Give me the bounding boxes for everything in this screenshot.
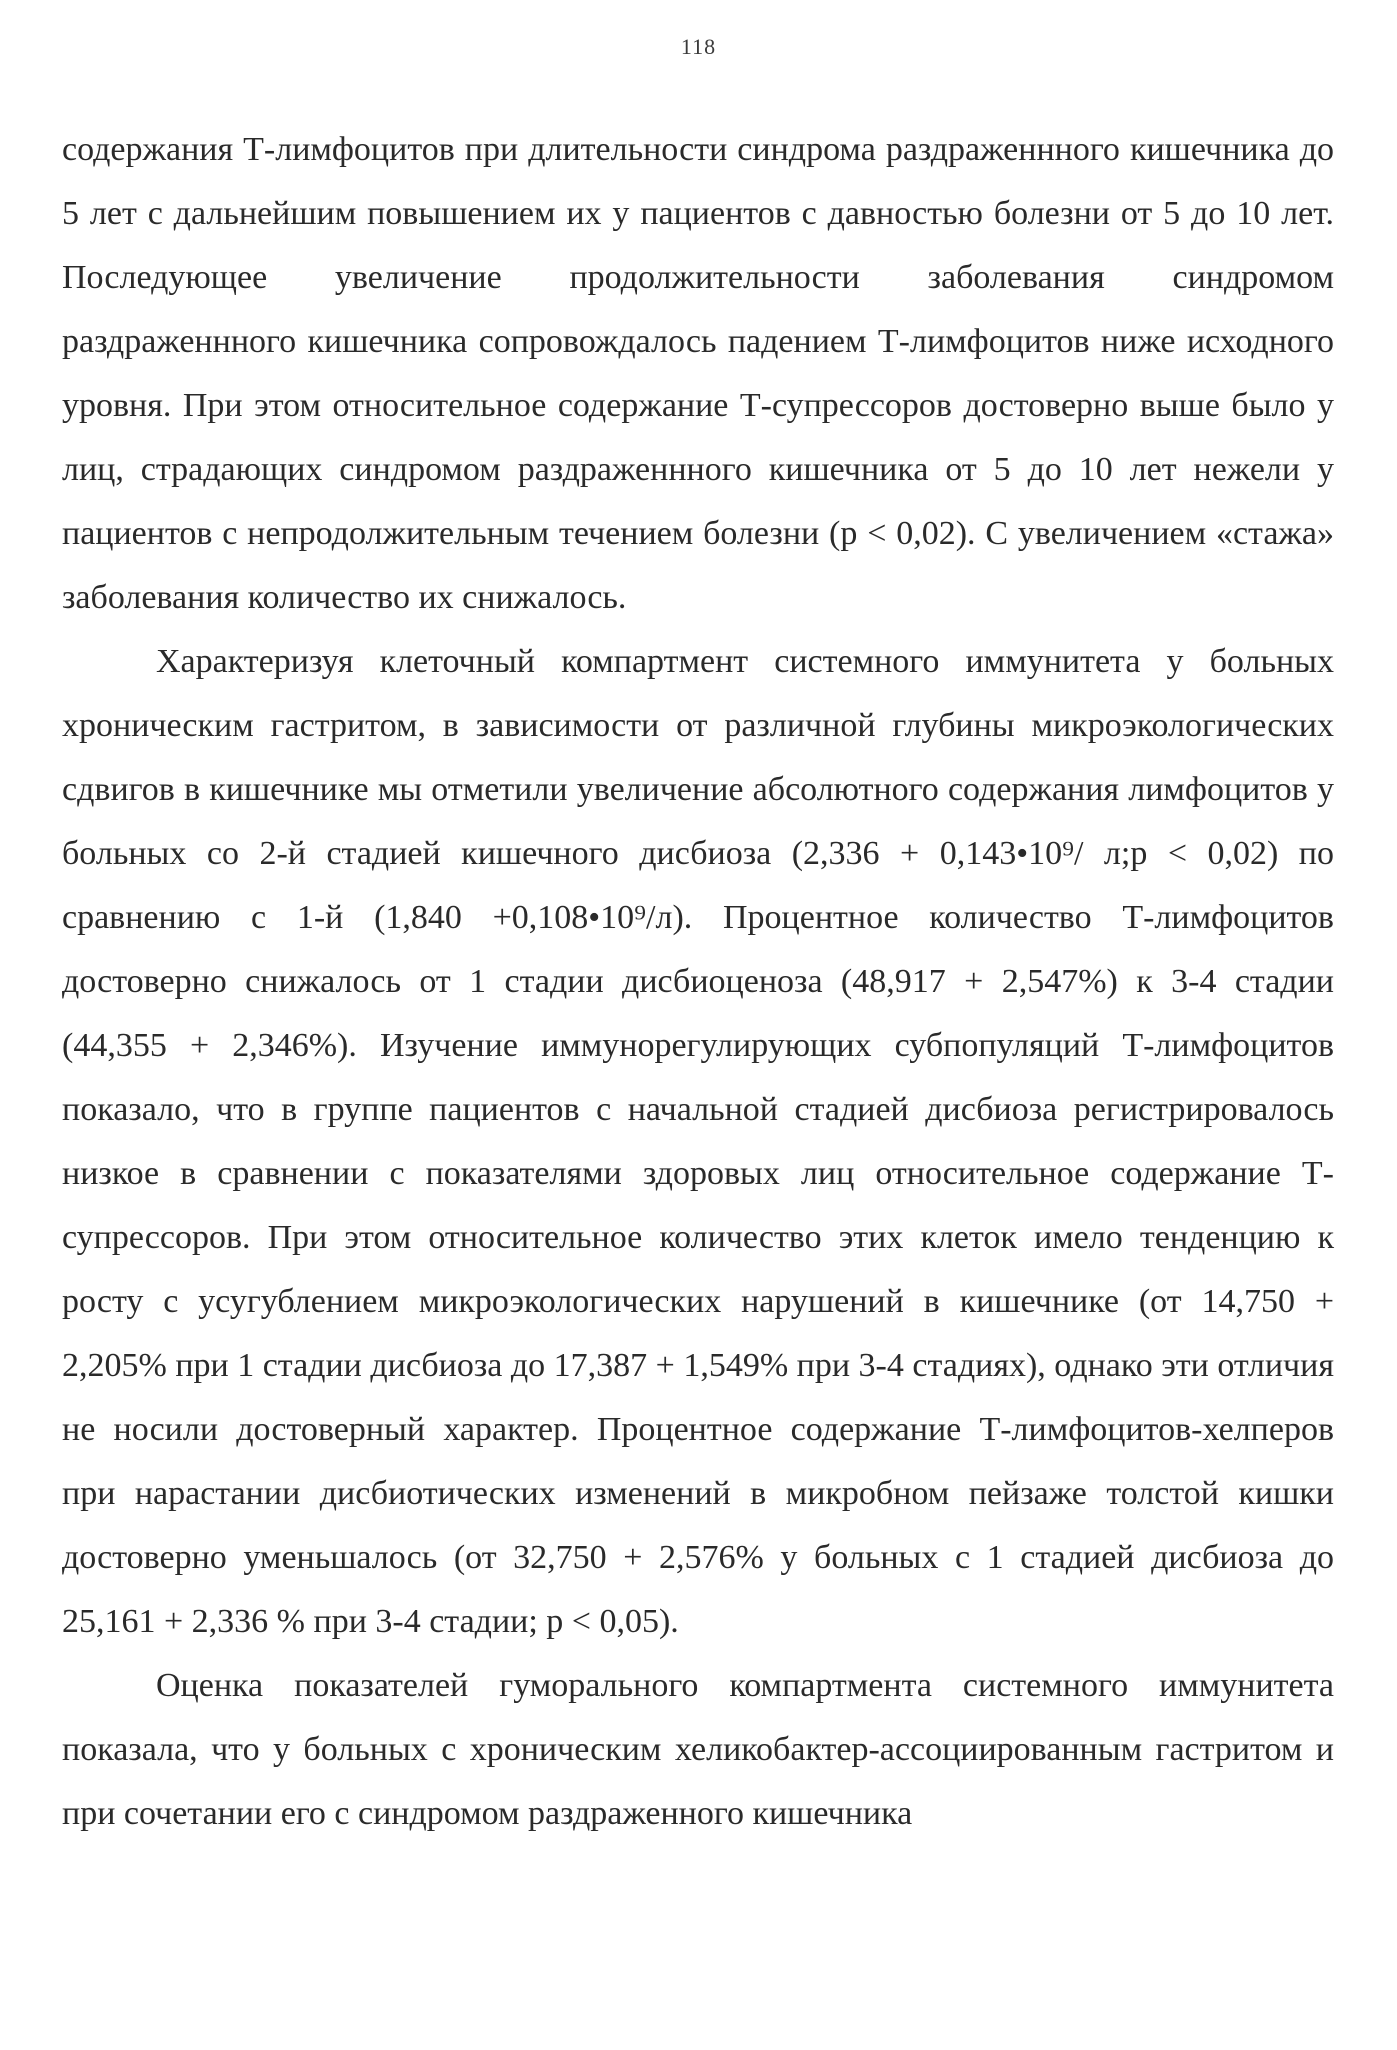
paragraph-cellular-immunity: Характеризуя клеточный компартмент системного иммунитета у больных хроническим гастритом, в зависимости от различной глубины микроэкологических сдвигов в кишечнике мы отметили увеличение абсолютного содержания лимфоцитов у больных со 2-й стадией кишечного дисбиоза (2,336 + 0,143•10⁹/ л;р < 0,02) по сравнению с 1-й (1,840 +0,108•10⁹/л). Процентное количество Т-лимфоцитов достоверно снижалось от 1 стадии дисбиоценоза (48,917 + 2,547%) к 3-4 стадии (44,355 + 2,346%). Изучение иммунорегулирующих субпопуляций Т-лимфоцитов показало, что в группе пациентов с начальной стадией дисбиоза регистрировалось низкое в сравнении с показателями здоровых лиц относительное содержание Т-супрессоров. При этом относительное количество этих клеток имело тенденцию к росту с усугублением микроэкологических нарушений в кишечнике (от 14,750 + 2,205% при 1 стадии дисбиоза до 17,387 + 1,549% при 3-4 стадиях), однако эти отличия не носили достоверный характер. Процентное содержание Т-лимфоцитов-хелперов при нарастании дисбиотических изменений в микробном пейзаже толстой кишки достоверно уменьшалось (от 32,750 + 2,576% у больных с 1 стадией дисбиоза до 25,161 + 2,336 % при 3-4 стадии; р < 0,05). [62, 643, 1334, 1640]
paragraph-humoral-immunity: Оценка показателей гуморального компартмента системного иммунитета показала, что у больных с хроническим хеликобактер-ассоциированным гастритом и при сочетании его с синдромом раздраженного кишечника [62, 1667, 1334, 1832]
paragraph-continuation: содержания Т-лимфоцитов при длительности синдрома раздраженнного кишечника до 5 лет с дальнейшим повышением их у пациентов с давностью болезни от 5 до 10 лет. Последующее увеличение продолжительности заболевания синдромом раздраженнного кишечника сопровождалось падением Т-лимфоцитов ниже исходного уровня. При этом относительное содержание Т-супрессоров достоверно выше было у лиц, страдающих синдромом раздраженнного кишечника от 5 до 10 лет нежели у пациентов с непродолжительным течением болезни (р < 0,02). С увеличением «стажа» заболевания количество их снижалось. [62, 131, 1334, 616]
document-body [62, 118, 1334, 1846]
page-number: 118 [680, 34, 717, 59]
